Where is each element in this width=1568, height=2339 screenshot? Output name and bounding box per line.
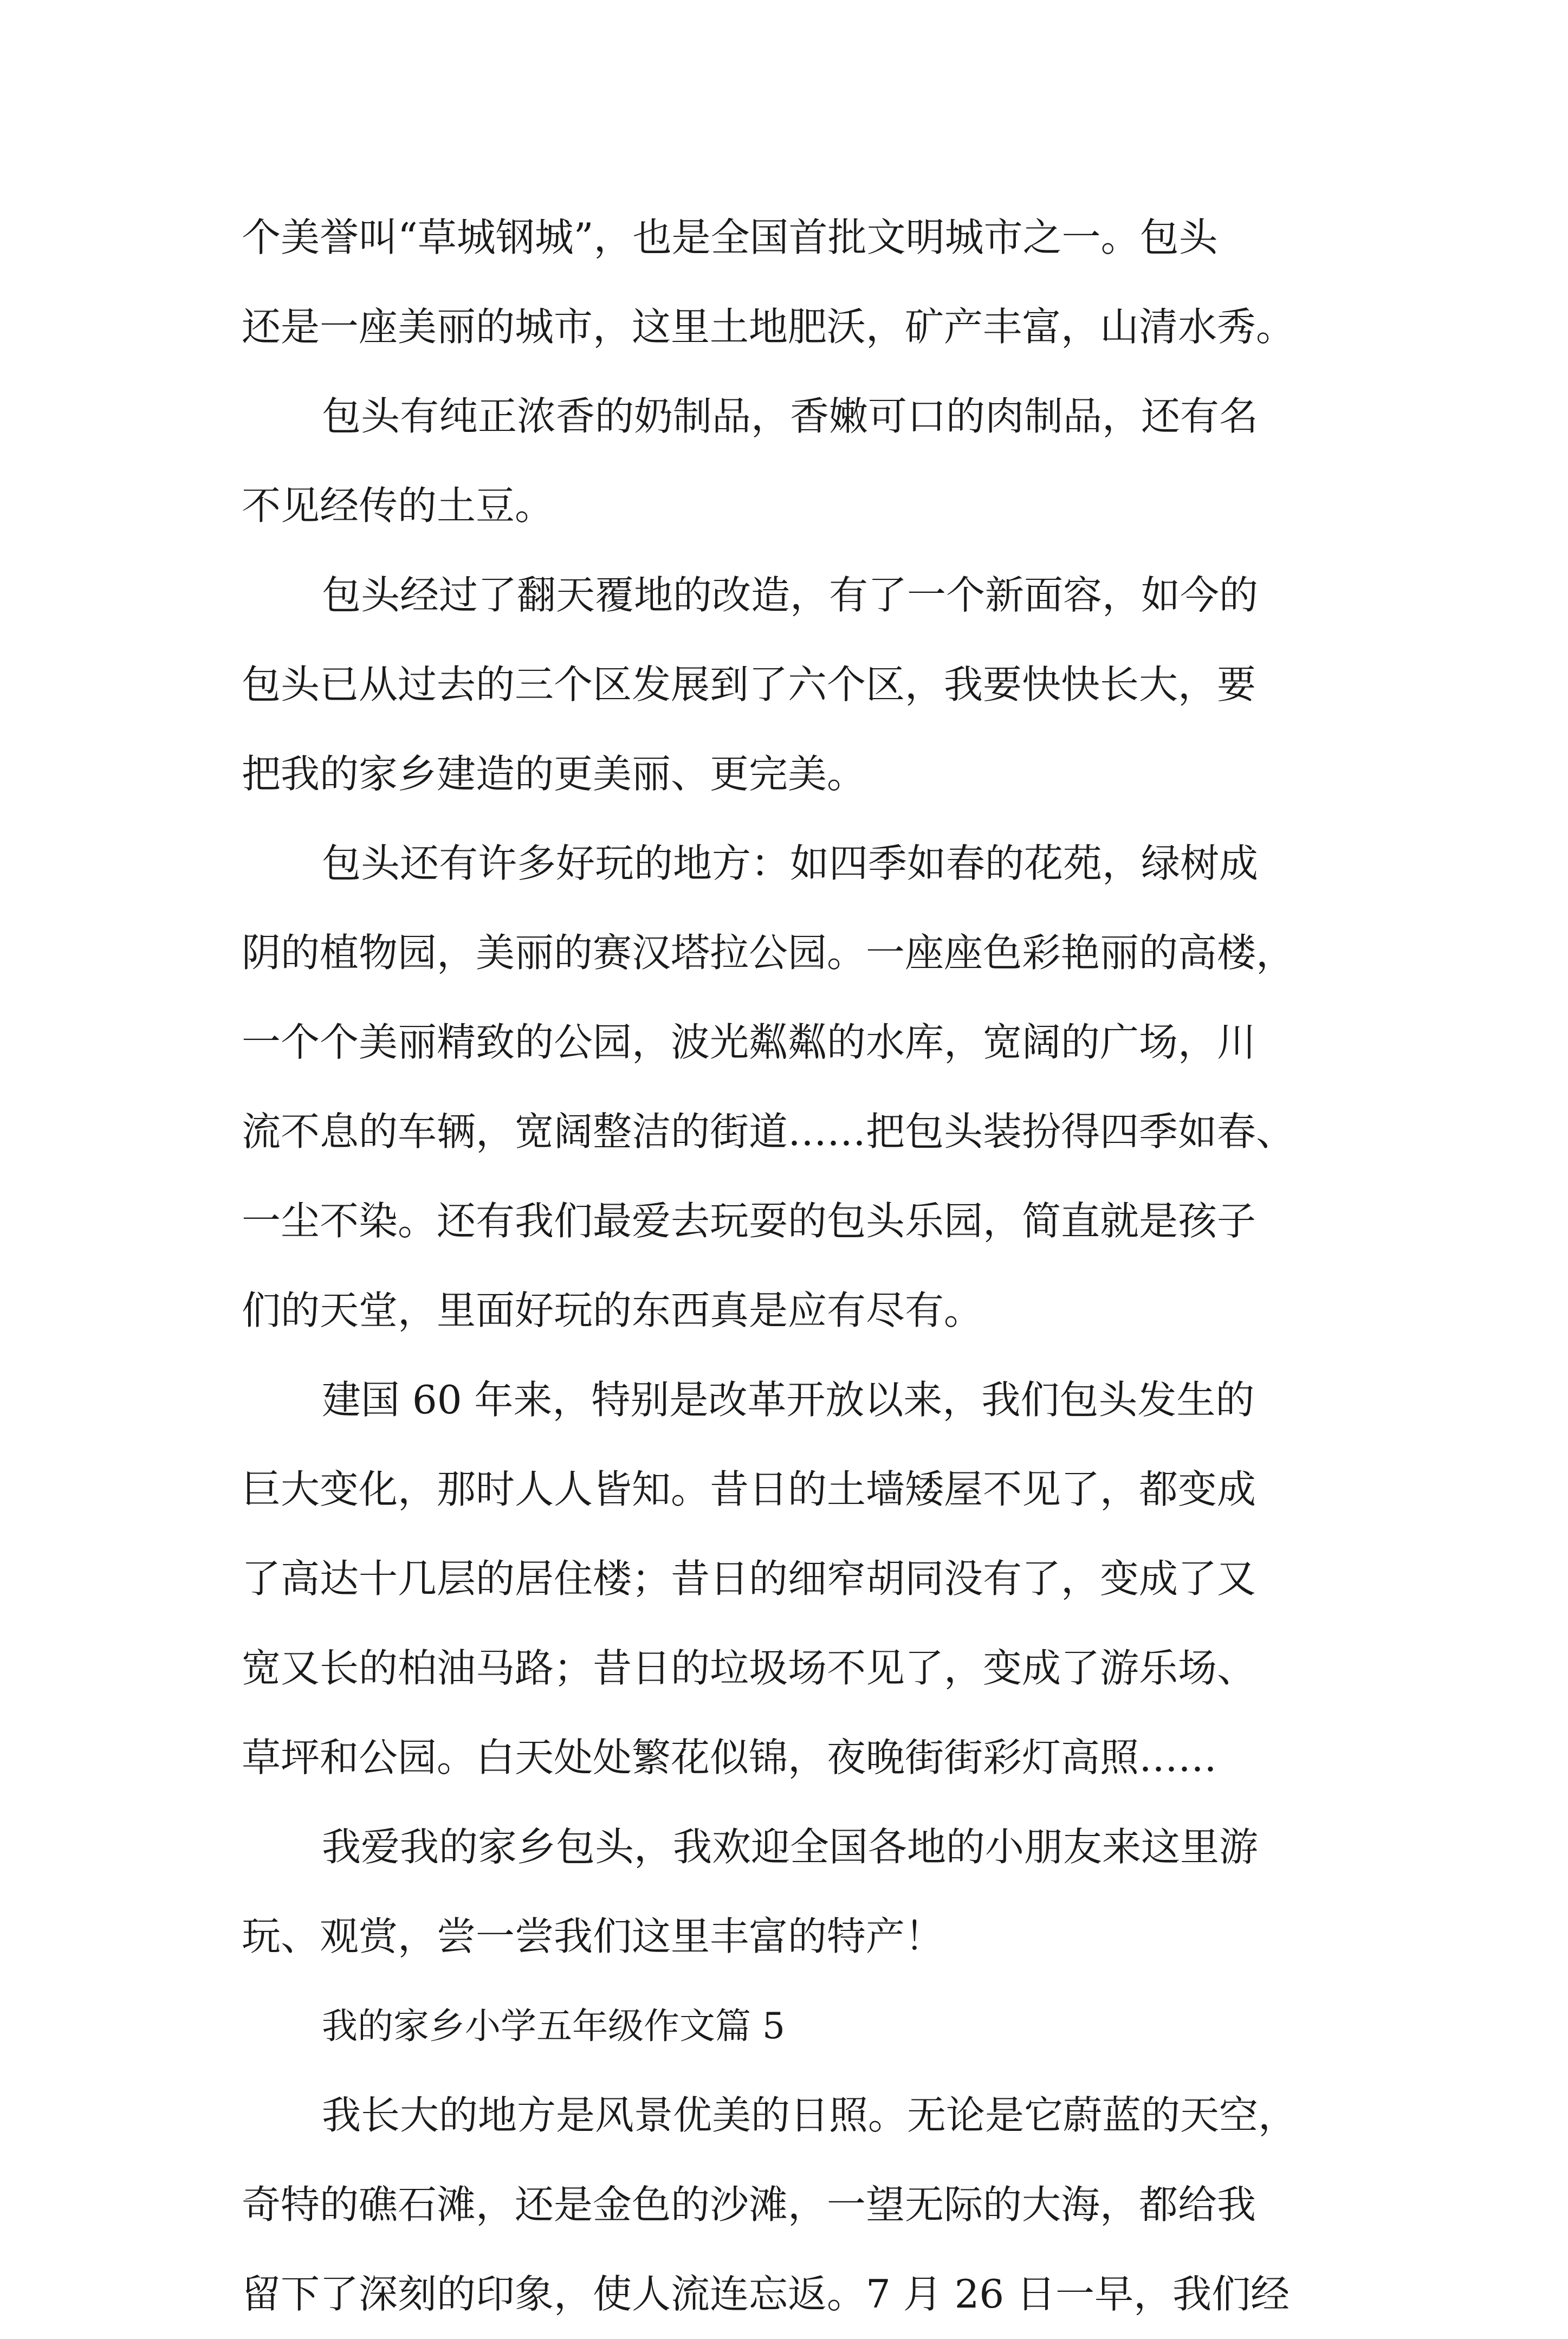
text-line: 宽又长的柏油马路；昔日的垃圾场不见了，变成了游乐场、 <box>242 1645 1256 1691</box>
text-line: 不见经传的土豆。 <box>242 483 554 528</box>
text-line: 草坪和公园。白天处处繁花似锦，夜晚街街彩灯高照…… <box>242 1735 1217 1780</box>
text-line: 流不息的车辆，宽阔整洁的街道……把包头装扮得四季如春、 <box>242 1109 1295 1154</box>
text-line: 了高达十几层的居住楼；昔日的细窄胡同没有了，变成了又 <box>242 1556 1256 1601</box>
text-line: 奇特的礁石滩，还是金色的沙滩，一望无际的大海，都给我 <box>242 2182 1256 2227</box>
text-line: 巨大变化，那时人人皆知。昔日的土墙矮屋不见了，都变成 <box>242 1466 1256 1512</box>
text-line: 留下了深刻的印象，使人流连忘返。7 月 26 日一早，我们经 <box>242 2271 1290 2317</box>
text-line: 包头已从过去的三个区发展到了六个区，我要快快长大，要 <box>242 662 1256 707</box>
section-heading: 我的家乡小学五年级作文篇 5 <box>322 2005 785 2047</box>
text-line: 把我的家乡建造的更美丽、更完美。 <box>242 751 866 797</box>
text-line: 一个个美丽精致的公园，波光粼粼的水库，宽阔的广场，川 <box>242 1019 1256 1065</box>
paragraph-first-line: 建国 60 年来，特别是改革开放以来，我们包头发生的 <box>322 1377 1255 1423</box>
text-line: 一尘不染。还有我们最爱去玩耍的包头乐园，简直就是孩子 <box>242 1198 1256 1244</box>
text-line: 玩、观赏，尝一尝我们这里丰富的特产！ <box>242 1914 944 1959</box>
text-line: 个美誉叫“草城钢城”，也是全国首批文明城市之一。包头 <box>242 215 1218 260</box>
text-line: 阴的植物园，美丽的赛汉塔拉公园。一座座色彩艳丽的高楼， <box>242 930 1295 975</box>
essay-body <box>242 193 1342 2339</box>
paragraph-first-line: 包头有纯正浓香的奶制品，香嫩可口的肉制品，还有名 <box>322 393 1259 439</box>
paragraph-first-line: 包头还有许多好玩的地方：如四季如春的花苑，绿树成 <box>322 841 1259 886</box>
paragraph-first-line: 我爱我的家乡包头，我欢迎全国各地的小朋友来这里游 <box>322 1824 1259 1870</box>
paragraph-first-line: 我长大的地方是风景优美的日照。无论是它蔚蓝的天空， <box>322 2092 1298 2138</box>
text-line: 们的天堂，里面好玩的东西真是应有尽有。 <box>242 1288 983 1333</box>
paragraph-first-line: 包头经过了翻天覆地的改造，有了一个新面容，如今的 <box>322 572 1259 618</box>
text-line: 还是一座美丽的城市，这里土地肥沃，矿产丰富，山清水秀。 <box>242 304 1295 350</box>
